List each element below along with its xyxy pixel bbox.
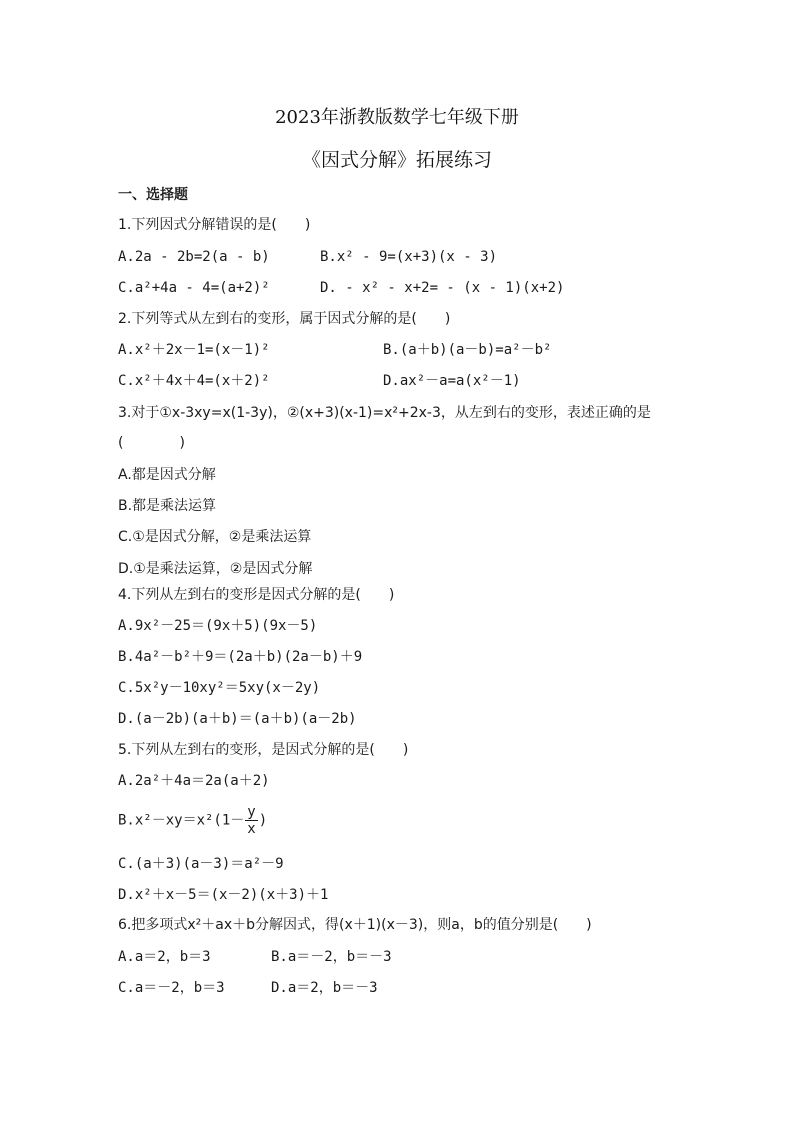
question-5-stem: 5.下列从左到右的变形，是因式分解的是( ) [118,742,409,758]
question-2-option-d: D.ax²－a=a(x²－1) [383,373,521,389]
document-title: 2023年浙教版数学七年级下册 [275,107,519,128]
question-4-option-c: C.5x²y－10xy²＝5xy(x－2y) [118,680,321,696]
question-6-stem: 6.把多项式x²＋ax＋b分解因式，得(x＋1)(x－3)，则a，b的值分别是( ) [118,917,592,933]
option-b-prefix: B.x²－xy＝x²(1－ [118,812,245,829]
question-1-stem: 1.下列因式分解错误的是( ) [118,217,311,233]
question-3-option-a: A.都是因式分解 [118,467,216,483]
question-3-stem: 3.对于①x-3xy=x(1-3y)，②(x+3)(x-1)=x²+2x-3，从左到右的变形，表述正确的是 [118,405,651,421]
question-1-option-d: D. - x² - x+2= - (x - 1)(x+2) [320,280,565,296]
question-3-option-c: C.①是因式分解，②是乘法运算 [118,529,312,545]
question-4-option-a: A.9x²－25＝(9x＋5)(9x－5) [118,618,318,634]
question-3-option-d: D.①是乘法运算，②是因式分解 [118,561,313,577]
fraction-denominator: x [247,821,256,837]
question-1-option-a: A.2a - 2b=2(a - b) [118,249,270,265]
fraction-y-over-x [245,804,257,837]
question-1-option-b: B.x² - 9=(x+3)(x - 3) [320,249,498,265]
question-4-option-b: B.4a²－b²＋9＝(2a＋b)(2a－b)＋9 [118,649,363,665]
question-4-option-d: D.(a－2b)(a＋b)＝(a＋b)(a－2b) [118,711,357,727]
question-3-option-b: B.都是乘法运算 [118,498,217,514]
question-2-option-c: C.x²＋4x＋4=(x＋2)² [118,373,270,389]
fraction-numerator: y [247,804,256,820]
question-2-option-b: B.(a＋b)(a－b)=a²－b² [383,342,552,358]
question-5-option-a: A.2a²＋4a＝2a(a＋2) [118,773,270,789]
question-2-stem: 2.下列等式从左到右的变形，属于因式分解的是( ) [118,311,451,327]
section-heading: 一、选择题 [118,187,188,203]
question-6-option-c: C.a＝－2，b＝3 [118,980,225,996]
question-6-option-b: B.a＝－2，b＝－3 [271,949,392,965]
question-4-stem: 4.下列从左到右的变形是因式分解的是( ) [118,587,395,603]
option-b-suffix: ) [258,812,268,829]
document-subtitle: 《因式分解》拓展练习 [301,149,492,171]
question-5-option-c: C.(a＋3)(a－3)＝a²－9 [118,856,284,872]
question-5-option-b [118,804,267,837]
question-3-stem-continued: ( ) [118,435,185,451]
question-6-option-a: A.a＝2，b＝3 [118,949,211,965]
question-1-option-c: C.a²+4a - 4=(a+2)² [118,280,270,296]
question-5-option-d: D.x²＋x－5＝(x－2)(x＋3)＋1 [118,887,329,903]
question-2-option-a: A.x²＋2x－1=(x－1)² [118,342,270,358]
question-6-option-d: D.a＝2，b＝－3 [271,980,378,996]
